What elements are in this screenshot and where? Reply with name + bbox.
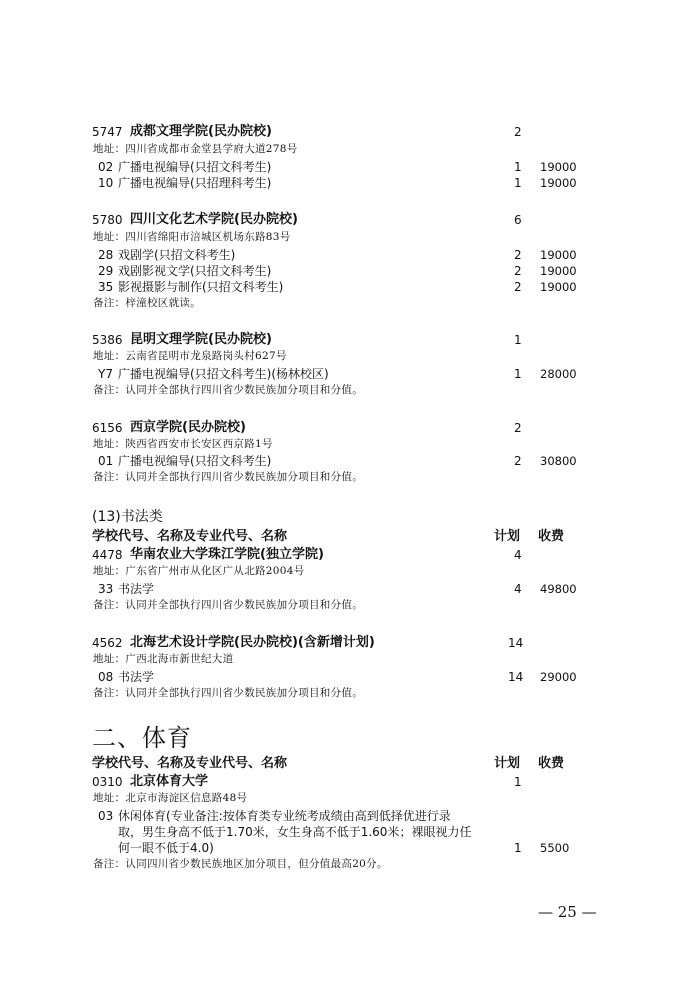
major-fee: 30800 — [540, 454, 577, 468]
school-address: 地址：四川省绵阳市涪城区机场东路83号 — [93, 231, 291, 243]
major-name: 影视摄影与制作(只招文科考生) — [118, 280, 284, 294]
school-note: 备注：认同并全部执行四川省少数民族加分项目和分值。 — [93, 471, 363, 483]
school-name: 北京体育大学 — [130, 774, 209, 789]
school-code: 6156 — [92, 421, 123, 435]
major-code: 03 — [98, 809, 114, 823]
major-name: 戏剧学(只招文科考生) — [118, 248, 236, 262]
table-header-school: 学校代号、名称及专业代号、名称 — [92, 529, 288, 544]
major-fee: 19000 — [540, 264, 577, 278]
major-code: 02 — [98, 160, 114, 174]
school-name: 四川文化艺术学院(民办院校) — [130, 212, 298, 227]
school-name: 西京学院(民办院校) — [130, 420, 246, 435]
major-code: Y7 — [98, 367, 113, 381]
school-address: 地址：云南省昆明市龙泉路岗头村627号 — [93, 350, 287, 362]
major-fee: 28000 — [540, 367, 577, 381]
school-address: 地址：四川省成都市金堂县学府大道278号 — [93, 143, 298, 155]
major-fee: 49800 — [540, 582, 577, 596]
major-name: 书法学 — [118, 582, 155, 596]
school-note: 备注：认同并全部执行四川省少数民族加分项目和分值。 — [93, 599, 363, 611]
major-fee: 29000 — [540, 670, 577, 684]
major-code: 29 — [98, 264, 114, 278]
major-plan: 1 — [514, 160, 522, 174]
school-name: 北海艺术设计学院(民办院校)(含新增计划) — [130, 635, 375, 650]
table-header-school: 学校代号、名称及专业代号、名称 — [92, 756, 288, 771]
major-plan: 1 — [514, 841, 522, 855]
major-fee: 19000 — [540, 160, 577, 174]
school-plan: 2 — [514, 125, 522, 139]
school-name: 成都文理学院(民办院校) — [130, 124, 272, 139]
section-title: 二、体育 — [92, 724, 192, 752]
school-name: 华南农业大学珠江学院(独立学院) — [130, 547, 324, 562]
table-header-fee: 收费 — [538, 529, 565, 544]
category-title: (13)书法类 — [92, 509, 163, 525]
school-code: 0310 — [92, 775, 123, 789]
major-plan: 4 — [514, 582, 522, 596]
table-header-fee: 收费 — [538, 756, 565, 771]
school-address: 地址：陕西省西安市长安区西京路1号 — [93, 438, 273, 450]
major-name: 广播电视编导(只招文科考生)(杨林校区) — [118, 367, 329, 381]
major-name: 书法学 — [118, 670, 155, 684]
school-plan: 1 — [514, 775, 522, 789]
page-number: — 25 — — [538, 903, 597, 921]
school-address: 地址：广西北海市新世纪大道 — [93, 653, 234, 665]
major-plan: 2 — [514, 280, 522, 294]
school-plan: 4 — [514, 548, 522, 562]
school-note: 备注：认同并全部执行四川省少数民族加分项目和分值。 — [93, 384, 363, 396]
major-code: 28 — [98, 248, 114, 262]
major-code: 33 — [98, 582, 114, 596]
major-description-line: 何一眼不低于4.0) — [118, 841, 214, 855]
school-code: 4562 — [92, 636, 123, 650]
major-description-line: 休闲体育(专业备注:按体育类专业统考成绩由高到低择优进行录 — [118, 809, 451, 823]
school-address: 地址：广东省广州市从化区广从北路2004号 — [93, 565, 305, 577]
major-code: 01 — [98, 454, 114, 468]
major-fee: 19000 — [540, 248, 577, 262]
table-header-plan: 计划 — [494, 529, 521, 544]
school-code: 5780 — [92, 213, 123, 227]
school-plan: 6 — [514, 213, 522, 227]
major-plan: 1 — [514, 367, 522, 381]
major-name: 广播电视编导(只招文科考生) — [118, 160, 272, 174]
major-plan: 2 — [514, 264, 522, 278]
major-fee: 5500 — [540, 841, 570, 855]
school-note: 备注：认同四川省少数民族地区加分项目，但分值最高20分。 — [93, 858, 388, 870]
major-name: 广播电视编导(只招文科考生) — [118, 454, 272, 468]
major-description-line: 取，男生身高不低于1.70米，女生身高不低于1.60米；裸眼视力任 — [118, 825, 472, 839]
table-header-plan: 计划 — [494, 756, 521, 771]
major-plan: 2 — [514, 454, 522, 468]
major-plan: 2 — [514, 248, 522, 262]
major-code: 10 — [98, 176, 114, 190]
school-code: 4478 — [92, 548, 123, 562]
school-name: 昆明文理学院(民办院校) — [130, 332, 272, 347]
major-code: 35 — [98, 280, 114, 294]
major-plan: 1 — [514, 176, 522, 190]
major-fee: 19000 — [540, 280, 577, 294]
school-plan: 1 — [514, 333, 522, 347]
major-name: 广播电视编导(只招理科考生) — [118, 176, 272, 190]
major-name: 戏剧影视文学(只招文科考生) — [118, 264, 272, 278]
school-plan: 14 — [508, 636, 524, 650]
major-code: 08 — [98, 670, 114, 684]
school-note: 备注：认同并全部执行四川省少数民族加分项目和分值。 — [93, 687, 363, 699]
school-code: 5747 — [92, 125, 123, 139]
major-fee: 19000 — [540, 176, 577, 190]
major-plan: 14 — [508, 670, 524, 684]
school-address: 地址：北京市海淀区信息路48号 — [93, 792, 248, 804]
school-plan: 2 — [514, 421, 522, 435]
school-note: 备注：梓潼校区就读。 — [93, 297, 201, 309]
school-code: 5386 — [92, 333, 123, 347]
